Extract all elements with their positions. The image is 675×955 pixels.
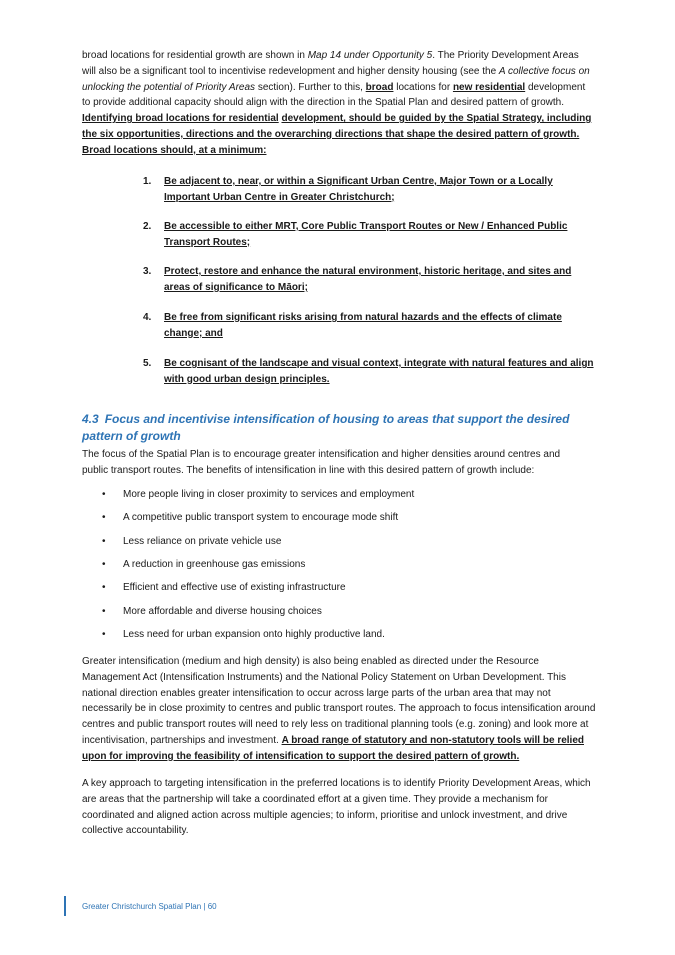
bullet-icon: • [102, 629, 106, 640]
benefit-text: Less reliance on private vehicle use [123, 536, 282, 547]
bullet-icon: • [102, 536, 106, 547]
section-heading [82, 411, 582, 445]
inserted-text: Identifying broad locations for residential [82, 113, 279, 125]
benefit-text: Less need for urban expansion onto highly productive land. [123, 629, 385, 640]
inserted-text: broad [365, 81, 394, 93]
criteria-number: 1. [143, 176, 152, 187]
bullet-icon: • [102, 559, 106, 570]
intro-text: section). Further to this, [255, 81, 366, 93]
bullet-icon: • [102, 582, 106, 593]
inserted-text: development, should be guided by the Spatial Strategy, including the six opportunities, directions and the overarching directions that shape the desired pattern of growth. Broad locations should, at a minimum: [82, 113, 592, 156]
footer-page-label: Greater Christchurch Spatial Plan | 60 [82, 902, 217, 911]
bullet-icon: • [102, 512, 106, 523]
inserted-text: A broad range of statutory and non-statutory tools will be relied upon for improving the feasibility of intensification to support the desired pattern of growth. [82, 734, 584, 762]
map-reference: Map 14 under Opportunity 5 [307, 50, 433, 61]
criteria-number: 5. [143, 358, 152, 369]
criteria-text: Protect, restore and enhance the natural environment, historic heritage, and sites and areas of significance to Māori; [164, 266, 572, 293]
section-title: Focus and incentivise intensification of housing to areas that support the desired pattern of growth [82, 411, 570, 443]
benefit-text: A competitive public transport system to encourage mode shift [123, 512, 399, 523]
criteria-text: Be accessible to either MRT, Core Public Transport Routes or New / Enhanced Public Transport Routes; [164, 221, 568, 248]
bullet-icon: • [102, 606, 106, 617]
focus-paragraph: The focus of the Spatial Plan is to encourage greater intensification and higher densities around centres and public transport routes. The benefits of intensification in line with this desired pattern of growth include: [82, 449, 561, 476]
bullet-icon: • [102, 489, 106, 500]
criteria-number: 4. [143, 312, 152, 323]
section-number: 4.3 [82, 411, 99, 426]
intro-text: . The Priority Development Areas will also be a significant tool to incentivise redevelopment and higher density housing (see the [82, 50, 579, 77]
section-reference: A collective focus on unlocking the potential of Priority Areas [82, 65, 590, 93]
intro-text: development to provide additional capacity should align with the direction in the Spatial Plan and desired pattern of growth. [82, 81, 586, 109]
criteria-text: Be free from significant risks arising from natural hazards and the effects of climate change; and [164, 312, 562, 339]
benefit-text: More affordable and diverse housing choices [123, 606, 322, 617]
footer-accent-bar [64, 896, 66, 916]
criteria-text: Be cognisant of the landscape and visual context, integrate with natural features and align with good urban design principles. [164, 358, 594, 385]
inserted-text: new residential [452, 81, 526, 93]
paragraph-text: Greater intensification (medium and high density) is also being enabled as directed under the Resource Management Act (Intensification Instruments) and the National Policy Statement on Urban Development. This national direction enables greater intensification to occur across large parts of the urban area that may not necessarily be in close proximity to centres and public transport routes. The approach to focus intensification around centres and public transport routes will need to rely less on traditional planning tools (e.g. zoning) and look more at incentivisation, partnerships and investment. [82, 656, 596, 746]
criteria-number: 3. [143, 266, 152, 277]
intro-paragraph [82, 48, 594, 159]
approach-paragraph: A key approach to targeting intensification in the preferred locations is to identify Priority Development Areas, which are areas that the partnership will take a coordinated effort at a given time. They provide a mechanism for coordinated and aligned action across multiple agencies; to inform, prioritise and unlock investment, and drive collective accountability. [82, 778, 591, 837]
intro-text: broad locations for residential growth are shown in [82, 50, 308, 61]
intro-text: locations for [393, 81, 453, 93]
benefit-text: More people living in closer proximity to services and employment [123, 489, 415, 500]
criteria-text: Be adjacent to, near, or within a Significant Urban Centre, Major Town or a Locally Important Urban Centre in Greater Christchurch; [164, 176, 553, 203]
benefit-text: A reduction in greenhouse gas emissions [123, 559, 306, 570]
benefit-text: Efficient and effective use of existing infrastructure [123, 582, 346, 593]
intensification-paragraph [82, 654, 597, 765]
criteria-number: 2. [143, 221, 152, 232]
